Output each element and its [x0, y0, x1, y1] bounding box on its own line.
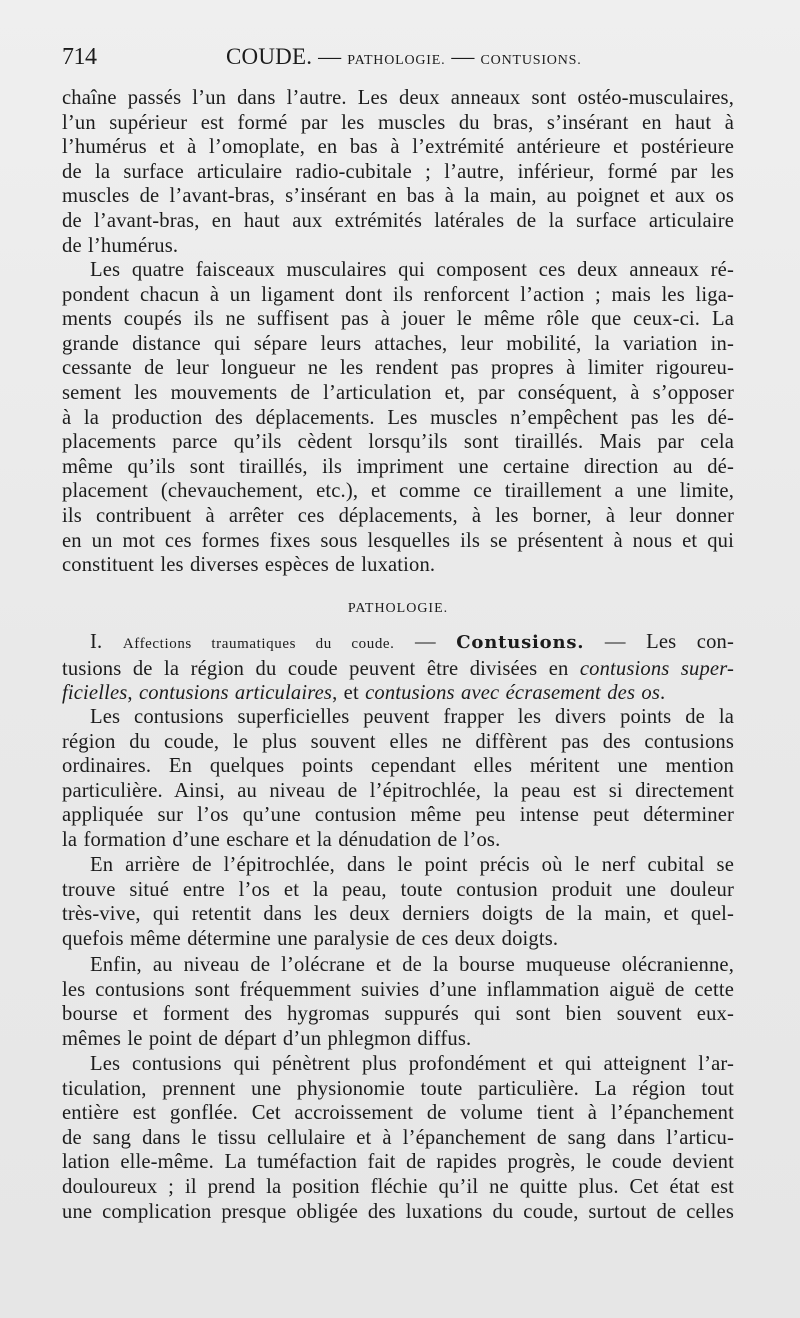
- paragraph-articulaires: [62, 1052, 734, 1224]
- text-line: placements parce qu’ils cèdent lorsqu’ils sont tiraillés. Mais par cela: [62, 431, 734, 454]
- text-line: de l’avant-bras, en haut aux extrémités latérales de la surface articulaire: [62, 209, 734, 232]
- paragraph-olecrane: [62, 953, 734, 1051]
- italic-term: contusions articulaires: [139, 682, 333, 705]
- text-line: l’humérus et à l’omoplate, en bas à l’extrémité antérieure et postérieure: [62, 136, 734, 159]
- text-line: Les contusions qui pénètrent plus profondément et qui atteignent l’ar-: [90, 1053, 734, 1075]
- text-line: muscles de l’avant-bras, s’insérant en bas à la main, au poignet et aux os: [62, 185, 734, 208]
- text-line: particulière. Ainsi, au niveau de l’épitrochlée, la peau est si directement: [62, 779, 734, 802]
- text-line: bourse et forment des hygromas suppurés qui sont bien souvent eux-: [62, 1003, 734, 1026]
- text-line: quefois même détermine une paralysie de ces deux doigts.: [62, 927, 559, 950]
- text-line: ticulation, prennent une physionomie toute particulière. La région tout: [62, 1077, 734, 1100]
- text-line: région du coude, le plus souvent elles ne diffèrent pas des contusions: [62, 730, 734, 753]
- running-head-pathologie: PATHOLOGIE.: [347, 53, 446, 68]
- text-line: [62, 681, 734, 706]
- text-line: constituent les diverses espèces de luxation.: [62, 554, 436, 577]
- text-line: en un mot ces formes fixes sous lesquelles ils se présentent à nous et qui: [62, 529, 734, 552]
- line-text: .: [660, 682, 666, 705]
- text-line: pondent chacun à un ligament dont ils renforcent l’action ; mais les liga-: [62, 283, 734, 306]
- section-heading: Affections traumatiques du coude.: [122, 636, 395, 652]
- running-head-separator: —: [445, 44, 481, 69]
- text-line: Les contusions superficielles peuvent frapper les divers points de la: [90, 706, 734, 728]
- text-line: de la surface articulaire radio-cubitale ; l’autre, inférieur, formé par les: [62, 160, 734, 183]
- text-line: de sang dans le tissu cellulaire et à l’épanchement de sang dans l’articu-: [62, 1126, 734, 1149]
- text-line: grande distance qui sépare leurs attaches, leur mobilité, la variation in-: [62, 332, 734, 355]
- paragraph-epitrochlee: [62, 853, 734, 951]
- text-line: mêmes le point de départ d’un phlegmon diffus.: [62, 1027, 472, 1050]
- line-end-text: Les con-: [646, 631, 734, 653]
- text-line: trouve situé entre l’os et la peau, toute contusion produit une douleur: [62, 878, 734, 901]
- text-line: une complication presque obligée des luxations du coude, surtout de celles: [62, 1200, 734, 1223]
- text-line: la formation d’une eschare et la dénudation de l’os.: [62, 828, 501, 851]
- text-line: ils contribuent à arrêter ces déplacements, à les borner, à leur donner: [62, 504, 734, 527]
- text-line: appliquée sur l’os qu’une contusion même peu intense peut déterminer: [62, 804, 734, 827]
- running-head: [132, 44, 734, 70]
- italic-term: ficielles: [62, 682, 128, 705]
- text-line: Les quatre faisceaux musculaires qui composent ces deux anneaux ré-: [90, 259, 734, 281]
- running-head-separator: —: [312, 44, 348, 69]
- text-line: chaîne passés l’un dans l’autre. Les deux anneaux sont ostéo-musculaires,: [62, 87, 734, 109]
- text-line: douloureux ; il prend la position fléchie qu’il ne quitte plus. Cet état est: [62, 1175, 734, 1198]
- page-number: 714: [62, 44, 97, 70]
- line-text: , et: [332, 682, 366, 705]
- text-line: les contusions sont fréquemment suivies d’une inflammation aiguë de cette: [62, 978, 734, 1001]
- subsection-title: Contusions.: [456, 632, 585, 653]
- text-line: même qu’ils sont tiraillés, ils impriment une certaine direction au dé-: [62, 455, 734, 478]
- text-line: l’un supérieur est formé par les muscles du bras, s’insérant en haut à: [62, 111, 734, 134]
- paragraph-superficielles: [62, 705, 734, 853]
- text-line: sement les mouvements de l’articulation et, par conséquent, à s’opposer: [62, 381, 734, 404]
- text-line: de l’humérus.: [62, 234, 179, 257]
- italic-term: contusions avec écrasement des os: [365, 682, 661, 705]
- section-title: PATHOLOGIE.: [347, 601, 449, 616]
- running-header: [62, 44, 734, 80]
- paragraph-contusions-heading: [62, 630, 734, 706]
- line-text: tusions de la région du coude peuvent être divisées en: [62, 657, 580, 680]
- running-head-main: COUDE.: [226, 44, 313, 69]
- text-line: ments coupés ils ne suffisent pas à jouer le même rôle que ceux-ci. La: [62, 308, 734, 331]
- text-line: En arrière de l’épitrochlée, dans le point précis où le nerf cubital se: [90, 854, 734, 876]
- text-line: [62, 657, 734, 682]
- text-line: ordinaires. En quelques points cependant elles méritent une mention: [62, 755, 734, 778]
- text-line: lation elle-même. La tuméfaction fait de rapides progrès, le coude devient: [62, 1151, 734, 1174]
- paragraph-continuation: [62, 86, 734, 258]
- text-line: très-vive, qui retentit dans les deux derniers doigts de la main, et quel-: [62, 903, 734, 926]
- italic-term: contusions super-: [579, 657, 734, 680]
- text-line: Enfin, au niveau de l’olécrane et de la bourse muqueuse olécranienne,: [90, 954, 734, 976]
- text-line: cessante de leur longueur ne les rendent pas propres à limiter rigoureu-: [62, 357, 734, 380]
- section-numeral: I.: [90, 631, 103, 653]
- text-line: entière est gonflée. Cet accroissement de volume tient à l’épanchement: [62, 1102, 734, 1125]
- paragraph-faisceaux: [62, 258, 734, 578]
- dash: —: [394, 631, 457, 653]
- dash: —: [584, 631, 647, 653]
- text-line: placement (chevauchement, etc.), et comme ce tiraillement a une limite,: [62, 480, 734, 503]
- line-text: ,: [127, 682, 140, 705]
- text-line: [62, 630, 734, 657]
- running-head-contusions: CONTUSIONS.: [480, 53, 582, 68]
- text-line: à la production des déplacements. Les muscles n’empêchent pas les dé-: [62, 406, 734, 429]
